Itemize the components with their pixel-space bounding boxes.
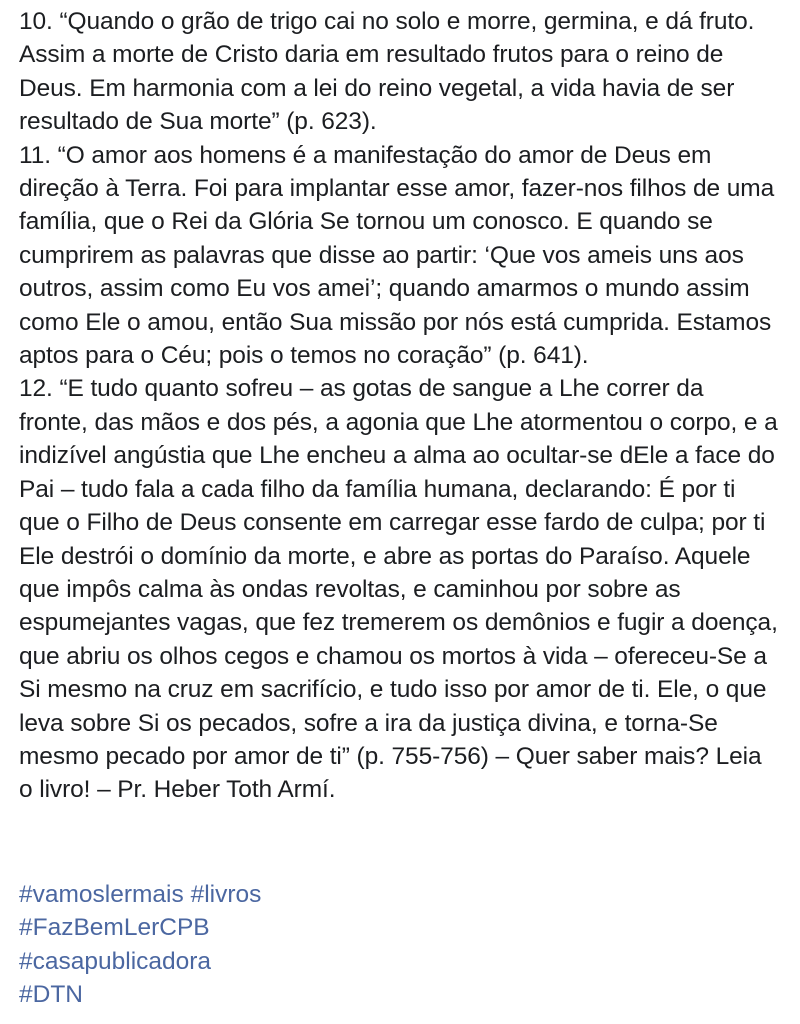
hashtag-casapublicadora[interactable]: #casapublicadora: [19, 947, 212, 975]
post-paragraph-10: 10. “Quando o grão de trigo cai no solo e morre, germina, e dá fruto. Assim a morte de Cristo daria em resultado frutos para o reino de Deus. Em harmonia com a lei do reino vegetal, a vida havia de ser resultado de Sua morte” (p. 623).: [19, 8, 755, 136]
hashtag-fazbemlercpb[interactable]: #FazBemLerCPB: [19, 914, 210, 942]
post-text: [19, 5, 778, 807]
hashtag-livros[interactable]: #livros: [190, 881, 262, 908]
post-paragraph-11: 11. “O amor aos homens é a manifestação do amor de Deus em direção à Terra. Foi para implantar esse amor, fazer-nos filhos de uma família, que o Rei da Glória Se tornou um conosco. E quando se cumprirem as palavras que disse ao partir: ‘Que vos ameis uns aos outros, assim como Eu vos amei’; quando amarmos o mundo assim como Ele o amou, então Sua missão por nós está cumprida. Estamos aptos para o Céu; pois o temos no coração” (p. 641).: [19, 141, 775, 370]
hashtag-line: [19, 911, 778, 944]
hashtag-list: [19, 878, 778, 1012]
hashtag-line: [19, 978, 778, 1011]
hashtag-dtn[interactable]: #DTN: [19, 981, 83, 1009]
hashtag-vamoslermais[interactable]: #vamoslermais: [19, 881, 184, 908]
post-paragraph-12: 12. “E tudo quanto sofreu – as gotas de sangue a Lhe correr da fronte, das mãos e dos pés, a agonia que Lhe atormentou o corpo, e a indizível angústia que Lhe encheu a alma ao ocultar-se dEle a face do Pai – tudo fala a cada filho da família humana, declarando: É por ti que o Filho de Deus consente em carregar esse fardo de culpa; por ti Ele destrói o domínio da morte, e abre as portas do Paraíso. Aquele que impôs calma às ondas revoltas, e caminhou por sobre as espumejantes vagas, que fez tremerem os demônios e fugir a doença, que abriu os olhos cegos e chamou os mortos à vida – ofereceu-Se a Si mesmo na cruz em sacrifício, e tudo isso por amor de ti. Ele, o que leva sobre Si os pecados, sofre a ira da justiça divina, e torna-Se mesmo pecado por amor de ti” (p. 755-756) – Quer saber mais? Leia o livro! – Pr. Heber Toth Armí.: [19, 375, 778, 804]
hashtag-line: [19, 878, 778, 911]
hashtag-line: [19, 945, 778, 978]
